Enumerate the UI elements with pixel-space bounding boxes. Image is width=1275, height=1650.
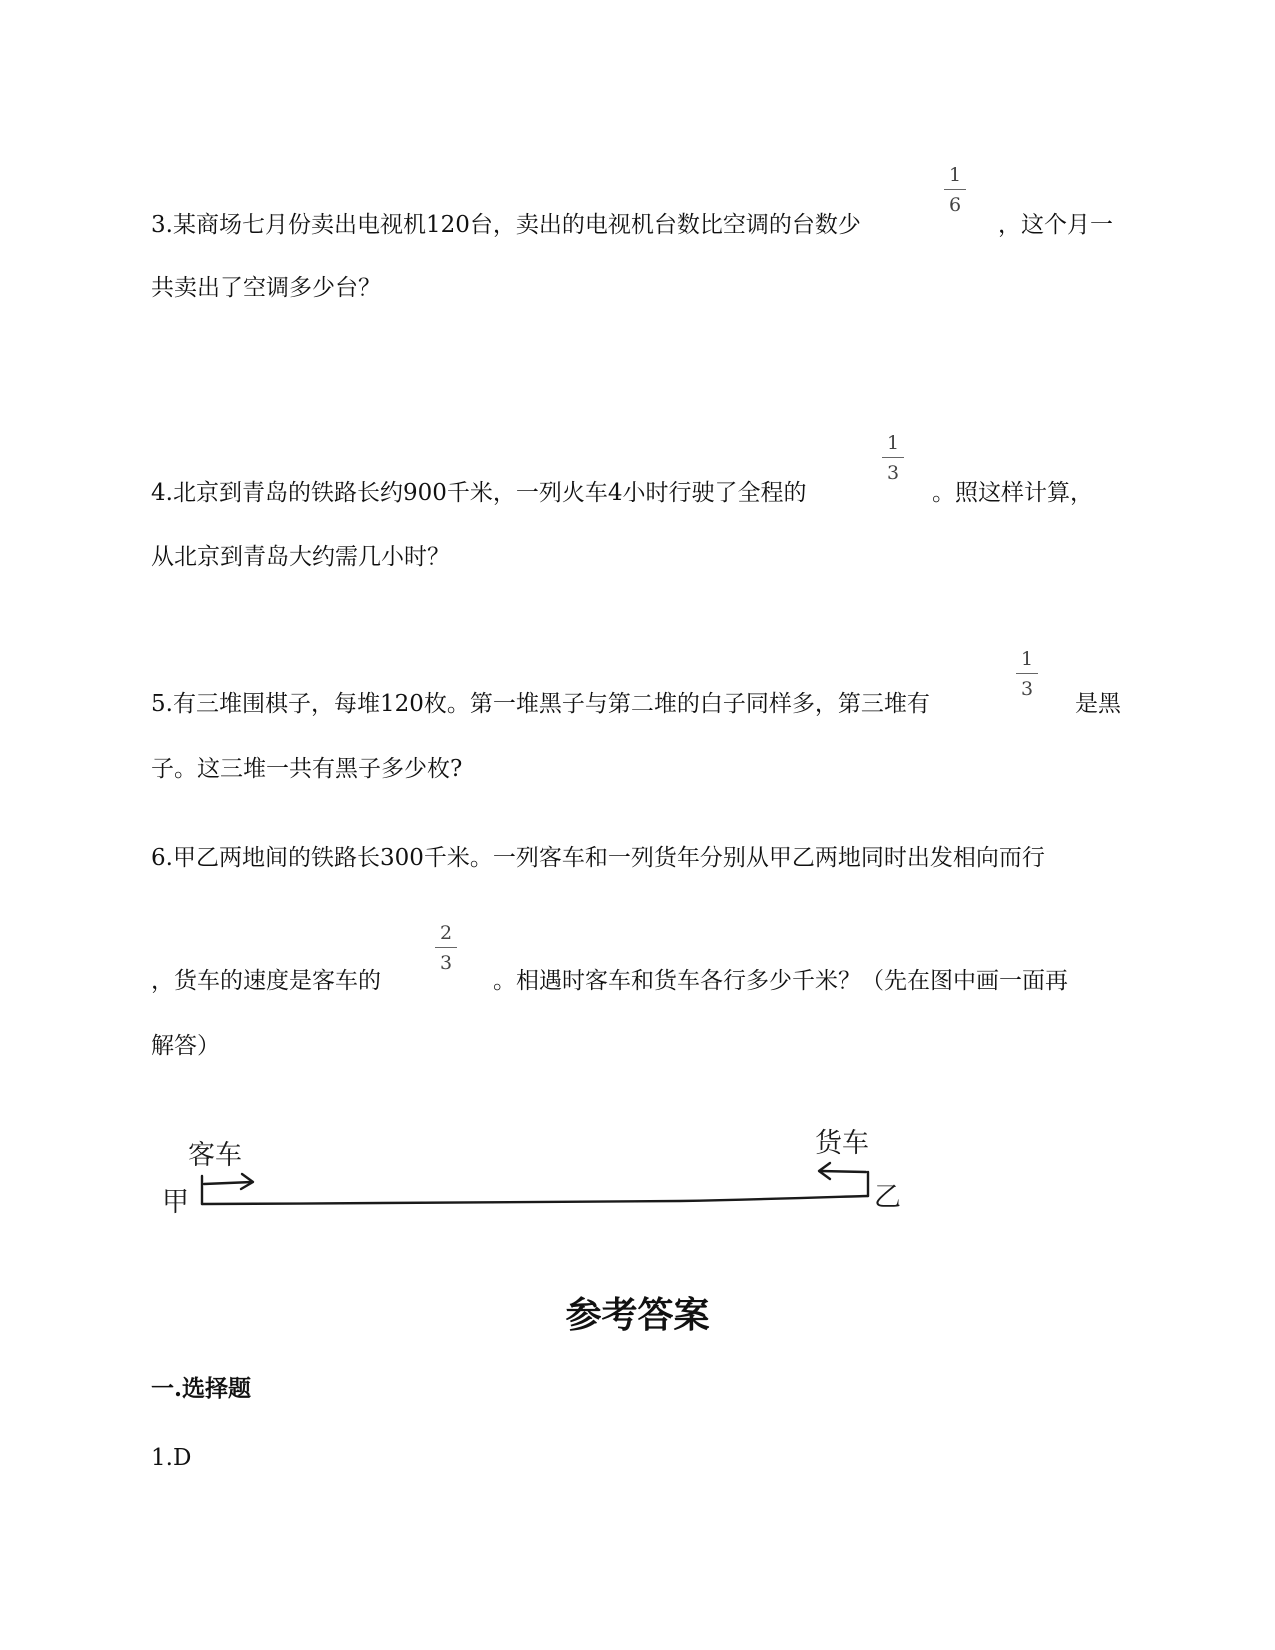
- q6-fraction: [434, 922, 458, 974]
- q5-line1-end: 是黑: [1075, 691, 1121, 717]
- q3-line1-end: ，这个月一: [998, 212, 1113, 238]
- freight-train-label: 货车: [815, 1128, 869, 1159]
- train-route-diagram: [160, 1110, 920, 1220]
- q3-fraction-numerator: 1: [948, 164, 962, 186]
- q3-fraction-denominator: 6: [948, 194, 962, 216]
- q6-line2-start: ，货车的速度是客车的: [151, 968, 381, 994]
- q5-line2: 子。这三堆一共有黑子多少枚?: [151, 756, 463, 782]
- section-multiple-choice-title: 一.选择题: [151, 1375, 252, 1402]
- q5-fraction-numerator: 1: [1020, 648, 1034, 670]
- route-line: [202, 1196, 868, 1204]
- freight-arrow: [820, 1171, 866, 1172]
- location-jia-label: 甲: [162, 1187, 189, 1218]
- q4-fraction: [881, 432, 905, 484]
- q4-line1-start: 4.北京到青岛的铁路长约900千米，一列火车4小时行驶了全程的: [151, 480, 807, 506]
- q3-line1-start: 3.某商场七月份卖出电视机120台，卖出的电视机台数比空调的台数少: [151, 212, 861, 238]
- q4-line1-end: 。照这样计算，: [932, 480, 1093, 506]
- q6-line3: 解答）: [151, 1033, 220, 1059]
- q3-fraction: [943, 164, 967, 216]
- answer-key-title: 参考答案: [565, 1294, 710, 1336]
- q4-fraction-numerator: 1: [886, 432, 900, 454]
- q5-fraction-denominator: 3: [1020, 678, 1034, 700]
- q4-fraction-denominator: 3: [886, 462, 900, 484]
- passenger-arrow: [204, 1182, 252, 1184]
- q5-line1-start: 5.有三堆围棋子，每堆120枚。第一堆黑子与第二堆的白子同样多，第三堆有: [151, 691, 930, 717]
- q6-line2-end: 。相遇时客车和货车各行多少千米？（先在图中画一面再: [493, 968, 1068, 994]
- q6-fraction-denominator: 3: [439, 952, 453, 974]
- location-yi-label: 乙: [874, 1182, 901, 1213]
- passenger-train-label: 客车: [188, 1140, 242, 1171]
- q4-line2: 从北京到青岛大约需几小时？: [151, 544, 450, 570]
- answer-item-1: 1.D: [151, 1445, 192, 1471]
- q5-fraction: [1015, 648, 1039, 700]
- q3-line2: 共卖出了空调多少台？: [151, 275, 381, 301]
- q6-fraction-numerator: 2: [439, 922, 453, 944]
- q6-line1: 6.甲乙两地间的铁路长300千米。一列客车和一列货年分别从甲乙两地同时出发相向而行: [151, 845, 1045, 871]
